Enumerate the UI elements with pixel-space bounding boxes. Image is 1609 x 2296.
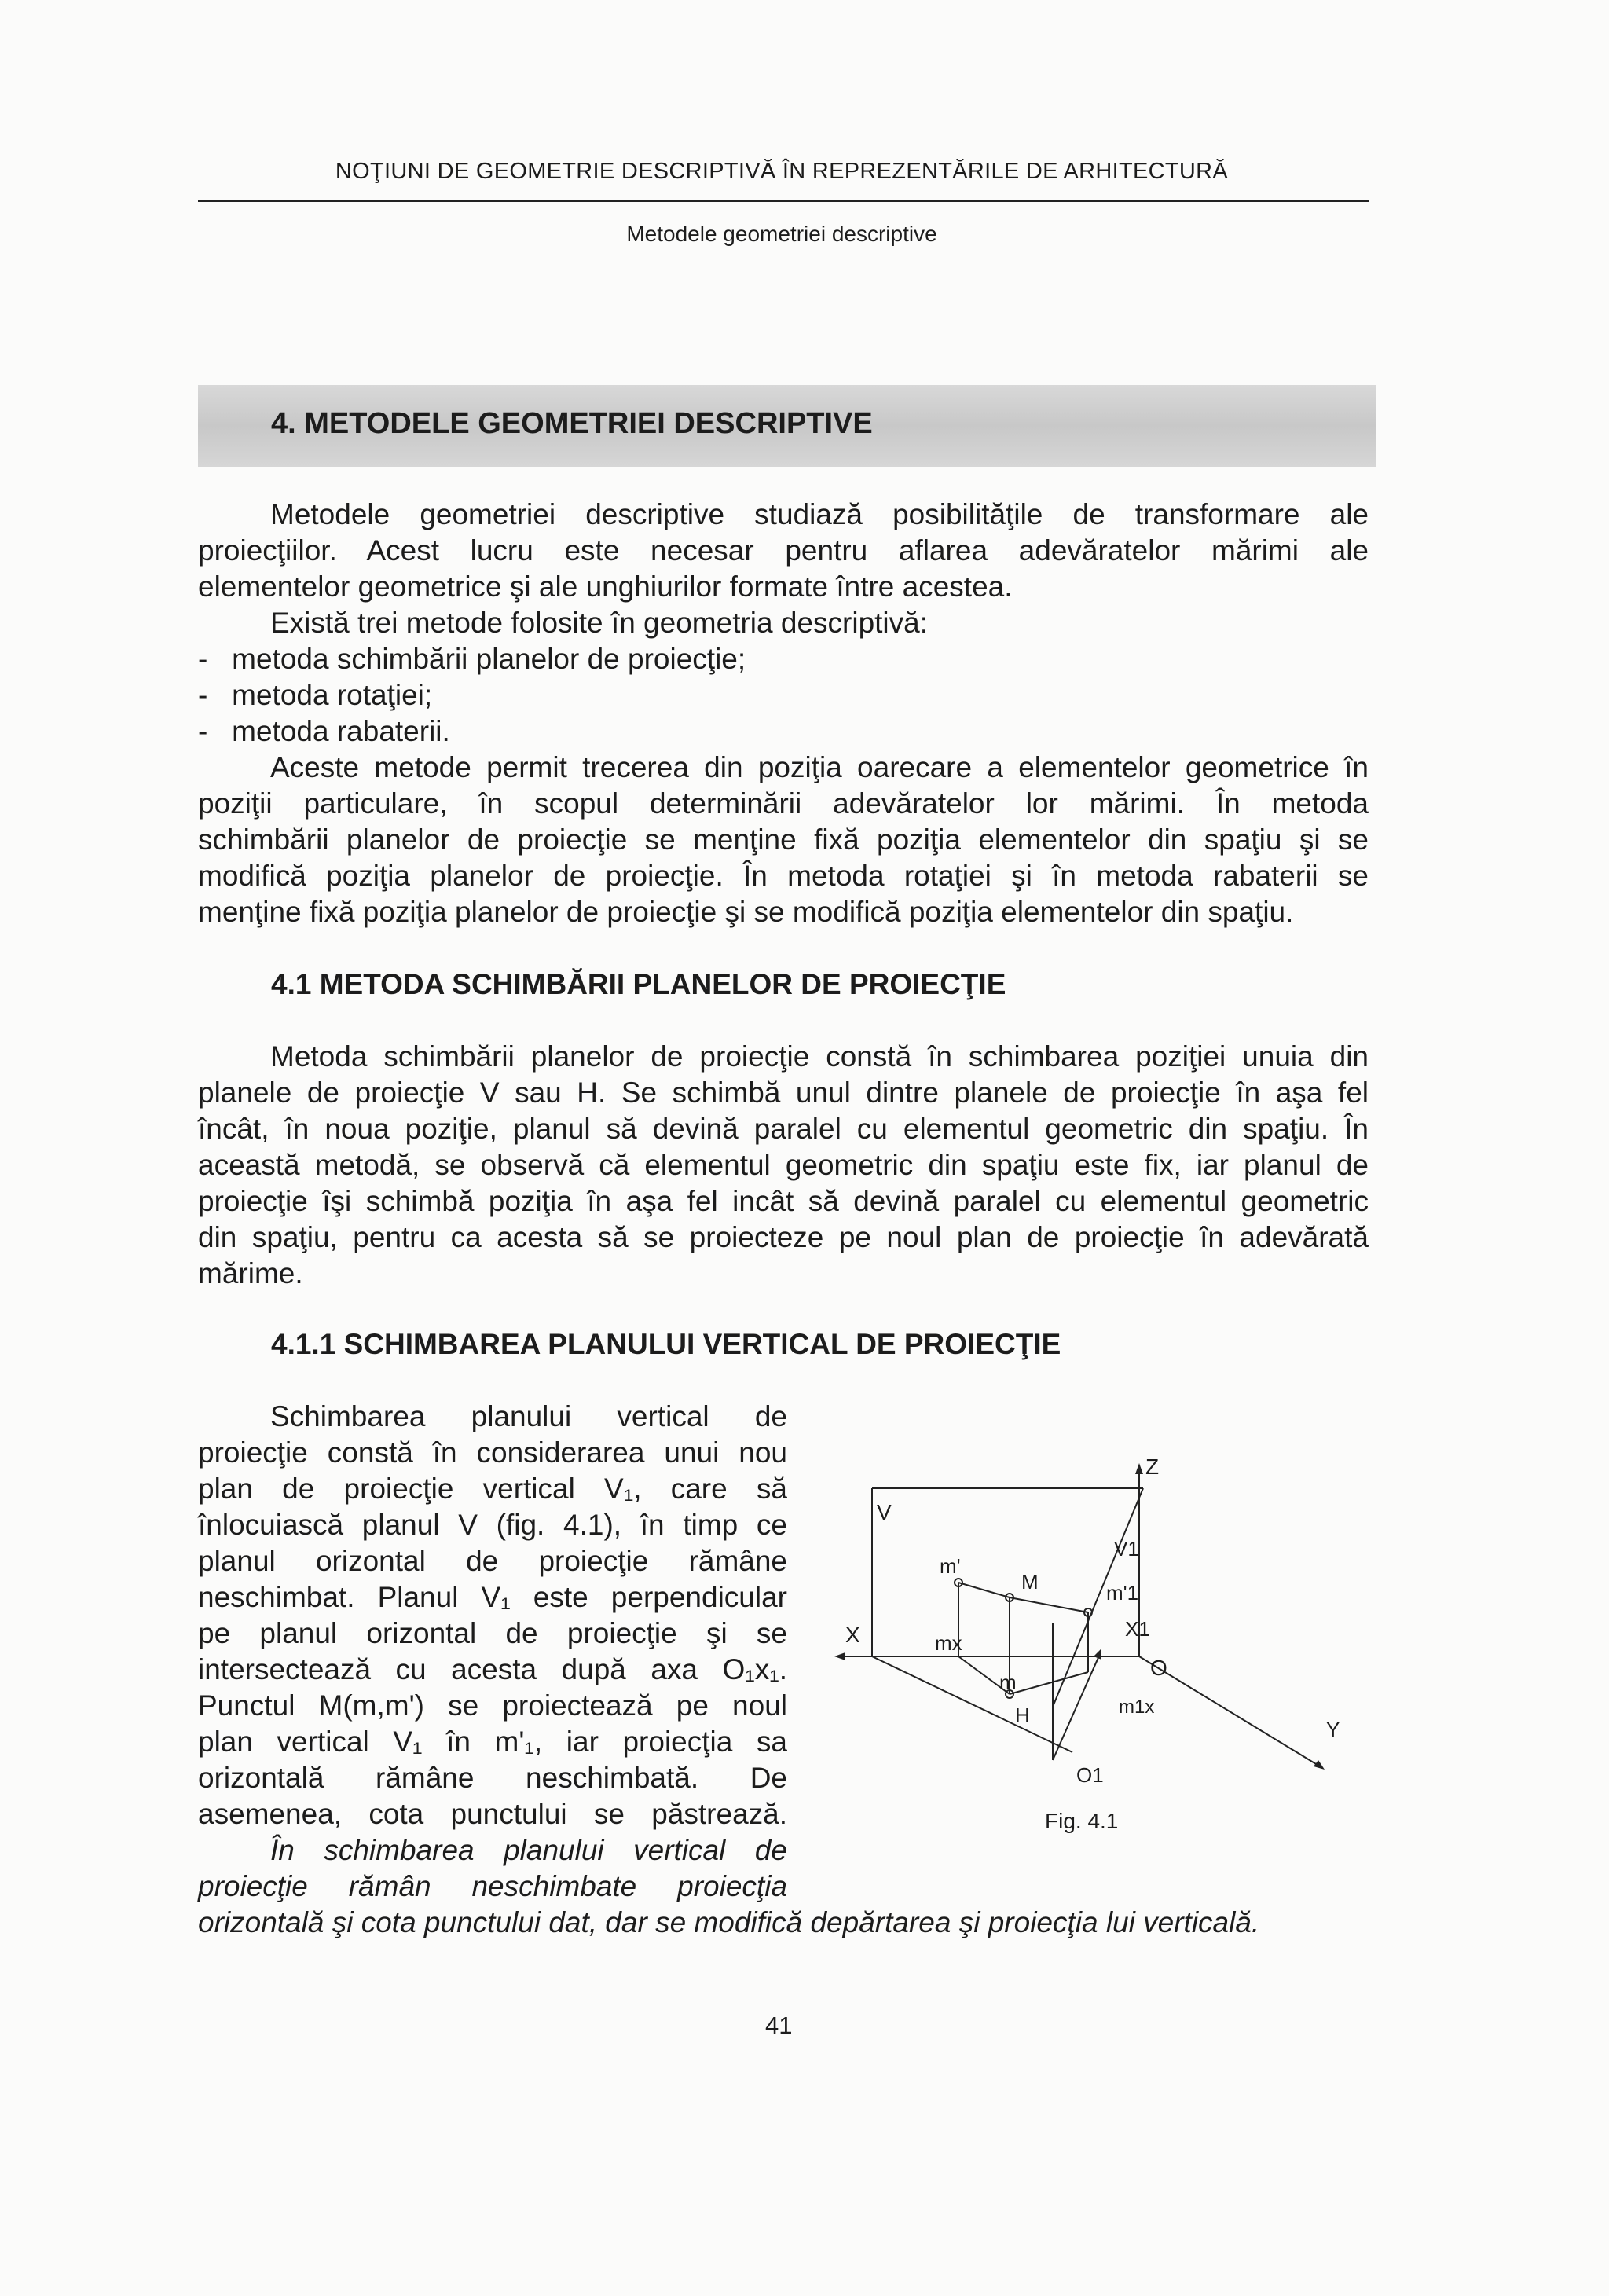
label-X1: X1 [1125,1617,1150,1641]
text-line: intersectează cu acesta după axa O₁x₁. [198,1653,787,1685]
text-line: Există trei metode folosite în geometria descriptivă: [270,607,928,639]
intro-paragraph-1 [198,497,1369,605]
x1-axis-arrow [1094,1649,1101,1660]
projection-line-m-m1x [1010,1672,1088,1694]
label-M: M [1021,1570,1039,1594]
intro-paragraph-3 [198,750,1369,930]
text-line: pe planul orizontal de proiecţie şi se [198,1617,787,1649]
projection-line-mprime-M [958,1583,1010,1597]
label-Y: Y [1326,1718,1340,1741]
section-heading-4-1: 4.1 METODA SCHIMBĂRII PLANELOR DE PROIECŢIE [271,968,1006,1000]
figure-caption: Fig. 4.1 [1045,1809,1119,1833]
italic-line: orizontală şi cota punctului dat, dar se modifică depărtarea şi proiecţia lui verticală. [198,1906,1260,1938]
text-line: proiecţie constă în considerarea unui nou [198,1436,787,1469]
text-line: menţine fixă poziţia planelor de proiecţie şi se modifică poziţia elementelor din spaţiu. [198,896,1294,928]
label-m-prime-1: m'1 [1106,1581,1139,1605]
text-line: modifică poziţia planelor de proiecţie. În metoda rotaţiei şi în metoda rabaterii se [198,860,1369,892]
list-item: - metoda rotaţiei; [198,679,433,711]
text-line: plan de proiecţie vertical V₁, care să [198,1473,787,1505]
label-H: H [1015,1704,1030,1727]
header-rule [198,200,1369,202]
italic-line: proiecţie rămân neschimbate proiecţia [198,1870,787,1902]
x-axis-arrow [834,1652,845,1660]
text-line: Schimbarea planului vertical de [270,1400,787,1432]
text-line: schimbării planelor de proiecţie se menţine fixă poziţia elementelor din spaţiu şi se [198,823,1369,856]
list-item: - metoda schimbării planelor de proiecţie; [198,643,746,675]
label-O: O [1150,1656,1167,1680]
label-X: X [845,1623,860,1647]
running-subtitle: Metodele geometriei descriptive [626,222,937,246]
section-4-1-1-column [198,1399,787,1905]
text-line: neschimbat. Planul V₁ este perpendicular [198,1581,787,1613]
label-V1: V1 [1114,1537,1139,1561]
figure-4-1-diagram [817,1446,1367,1823]
y-axis-arrow [1314,1760,1325,1770]
h-plane-left-edge [872,1656,1072,1752]
page-number: 41 [765,2012,793,2039]
text-line: elementelor geometrice şi ale unghiurilor formate între acestea. [198,570,1013,603]
text-line: Metoda schimbării planelor de proiecţie constă în schimbarea poziţiei unuia din [270,1040,1369,1073]
text-line: înlocuiască planul V (fig. 4.1), în timp ce [198,1509,787,1541]
text-line: proiecţie îşi schimbă poziţia în aşa fel incât să devină paralel cu elementul geometric [198,1185,1369,1217]
italic-line: În schimbarea planului vertical de [270,1834,787,1866]
section-heading-4-1-1: 4.1.1 SCHIMBAREA PLANULUI VERTICAL DE PROIECŢIE [271,1328,1061,1360]
z-axis-arrow [1135,1463,1143,1474]
text-line: orizontală rămâne neschimbată. De [198,1762,787,1794]
projection-line-M-mprime1 [1010,1597,1088,1612]
label-mx: mx [935,1631,962,1655]
text-line: încât, în noua poziţie, planul să devină paralel cu elementul geometric din spaţiu. În [198,1113,1369,1145]
label-O1: O1 [1076,1763,1104,1787]
label-m1x: m1x [1119,1696,1155,1718]
text-line: Aceste metode permit trecerea din poziţia oarecare a elementelor geometrice în [270,751,1369,783]
label-V: V [877,1500,892,1524]
text-line: această metodă, se observă că elementul geometric din spaţiu este fix, iar planul de [198,1149,1369,1181]
list-item: - metoda rabaterii. [198,715,450,747]
text-line: asemenea, cota punctului se păstrează. [198,1798,787,1830]
text-line: planul orizontal de proiecţie rămâne [198,1545,787,1577]
text-line: mărime. [198,1257,303,1289]
text-line: poziţii particulare, în scopul determinării adevăratelor lor mărimi. În metoda [198,787,1369,820]
text-line: plan vertical V₁ în m'₁, iar proiecţia sa [198,1726,787,1758]
text-line: din spaţiu, pentru ca acesta să se proiecteze pe noul plan de proiecţie în adevărată [198,1221,1369,1253]
label-m-prime: m' [940,1554,961,1578]
x1-axis [1053,1654,1100,1760]
methods-intro [198,605,1369,750]
italic-conclusion [198,1905,1345,1941]
text-line: planele de proiecţie V sau H. Se schimbă unul dintre planele de proiecţie în aşa fel [198,1076,1369,1109]
text-line: proiecţiilor. Acest lucru este necesar pentru aflarea adevăratelor mărimi ale [198,534,1369,567]
text-line: Punctul M(m,m') se proiectează pe noul [198,1689,787,1722]
section-4-1-paragraph [198,1039,1369,1292]
text-line: Metodele geometriei descriptive studiază posibilităţile de transformare ale [270,498,1369,530]
chapter-title: 4. METODELE GEOMETRIEI DESCRIPTIVE [271,407,873,440]
label-m: m [999,1671,1017,1694]
running-title: NOŢIUNI DE GEOMETRIE DESCRIPTIVĂ ÎN REPREZENTĂRILE DE ARHITECTURĂ [335,159,1229,184]
label-Z: Z [1145,1454,1160,1479]
